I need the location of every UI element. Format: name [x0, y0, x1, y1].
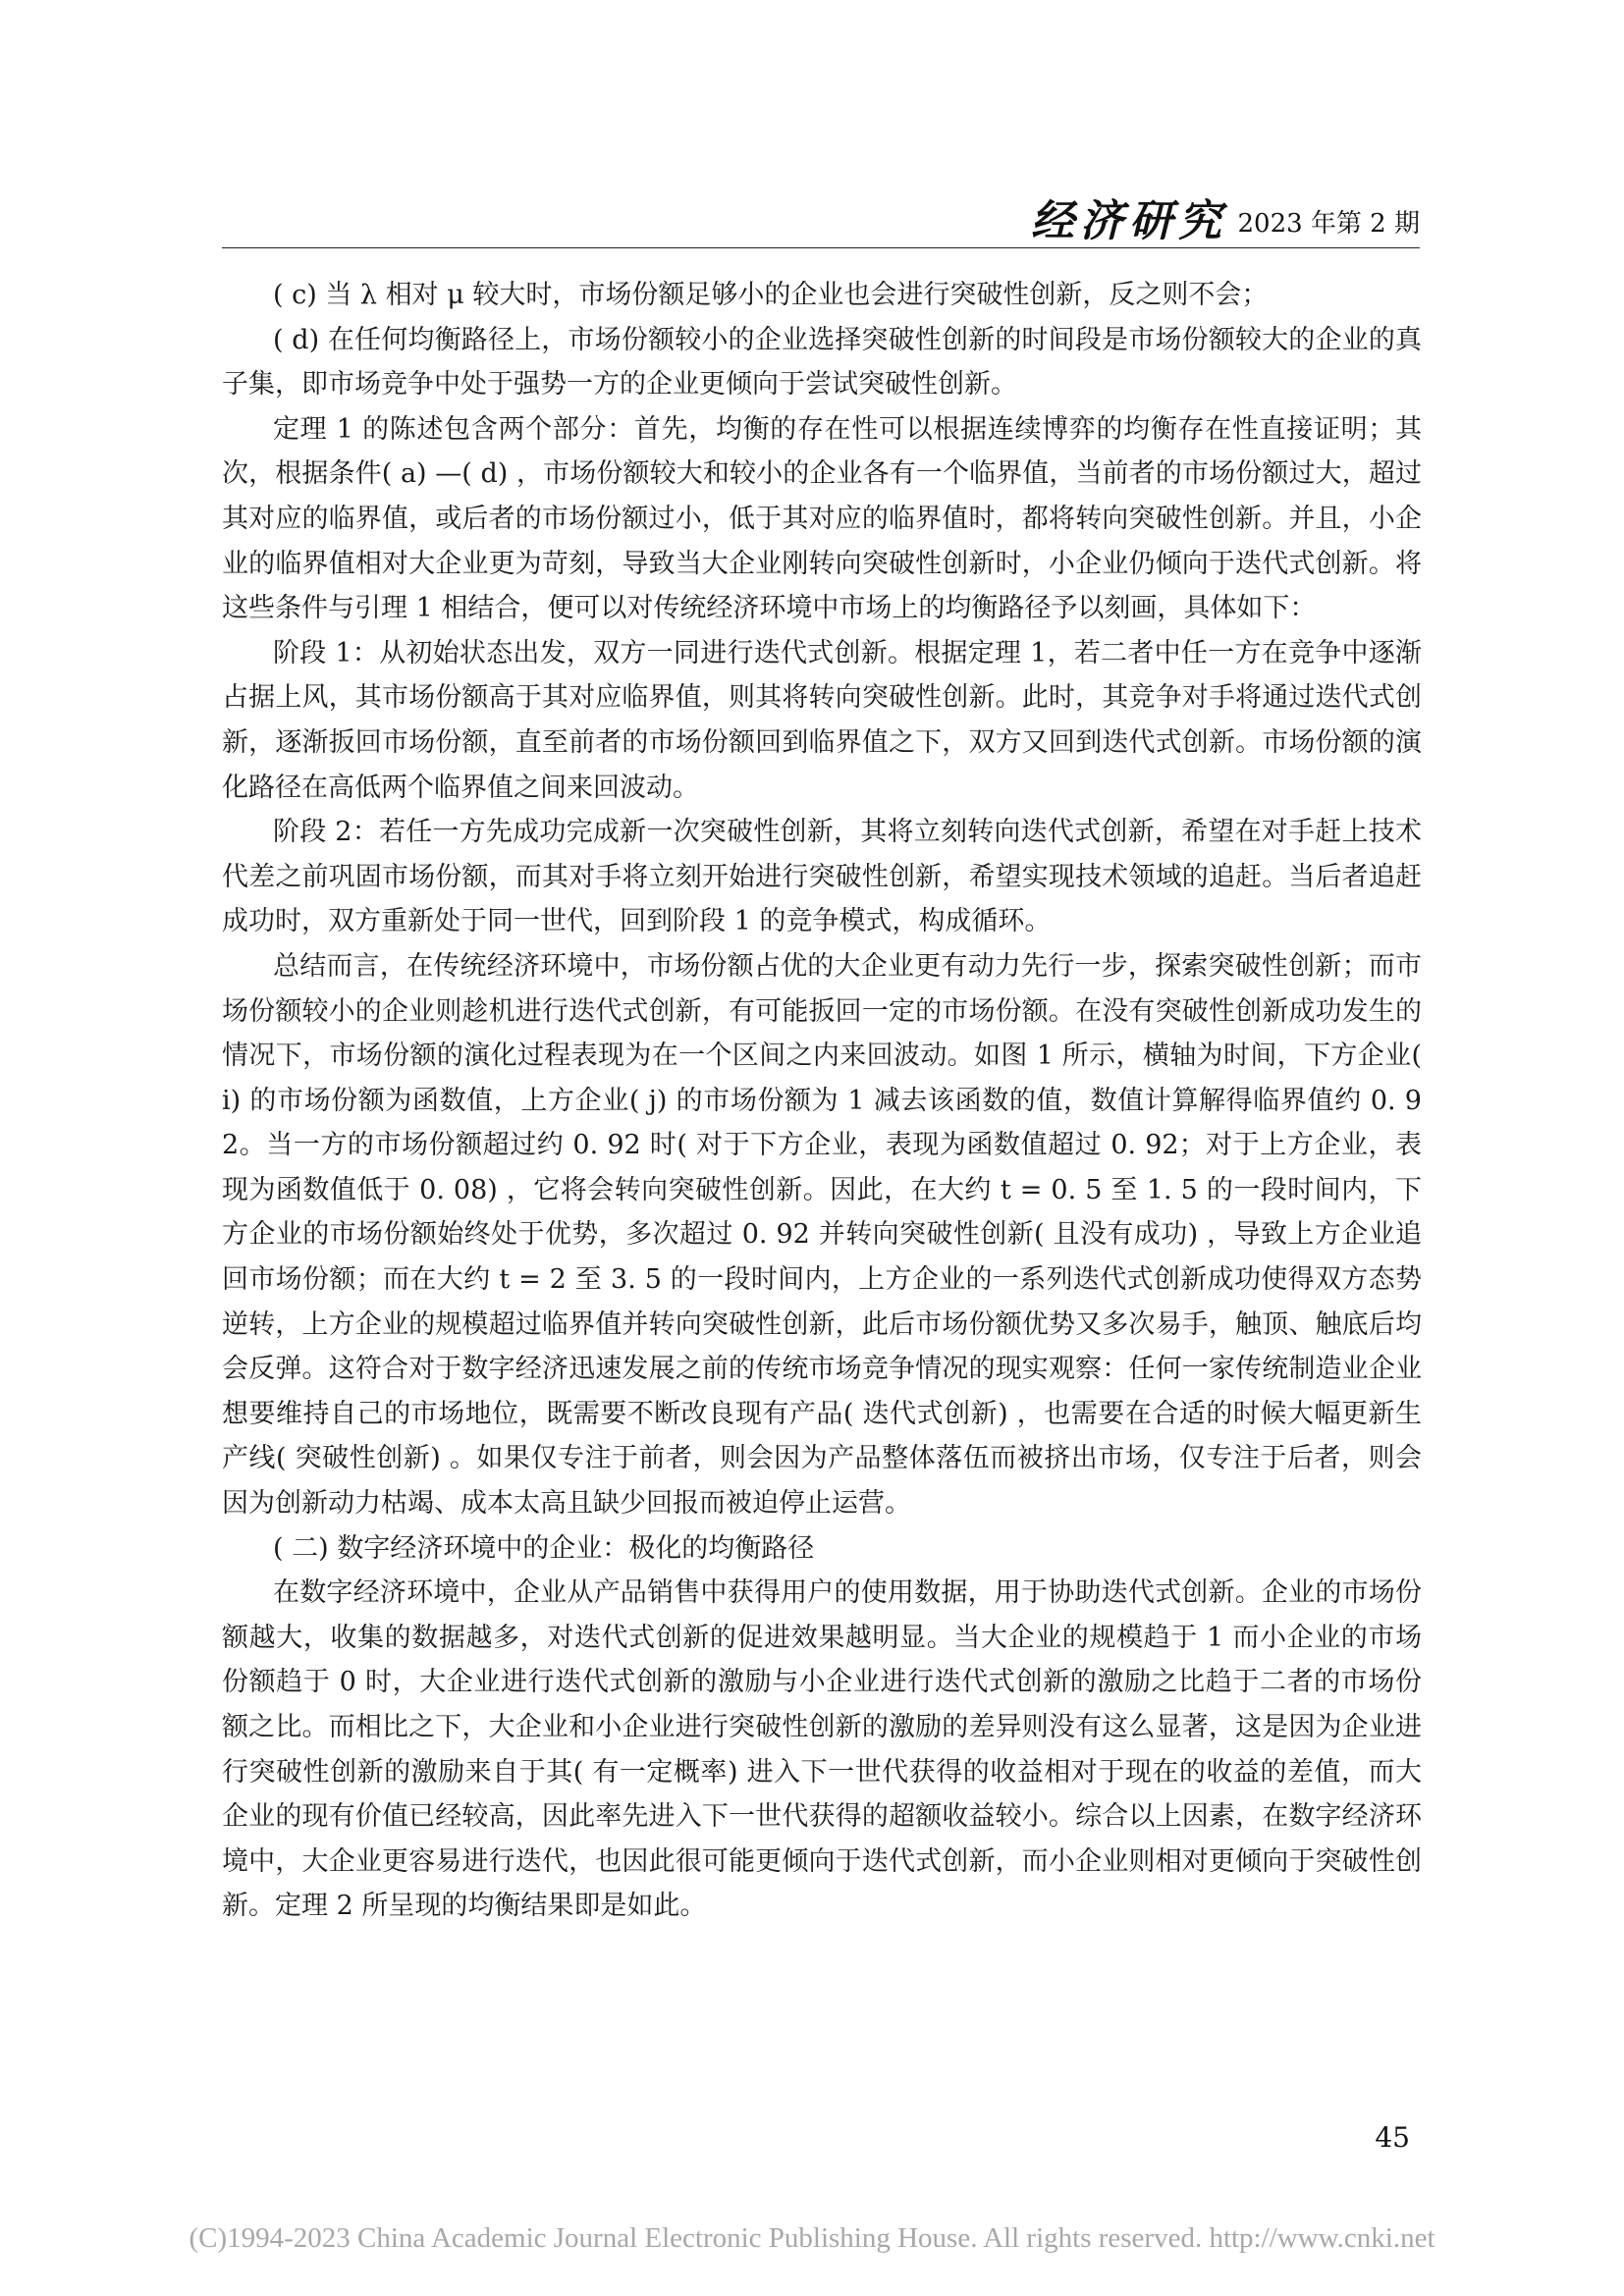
page-number: 45: [1375, 2121, 1410, 2154]
paragraph-theorem-1: 定理 1 的陈述包含两个部分：首先，均衡的存在性可以根据连续博弈的均衡存在性直接证明；其次，根据条件( a) —( d) ，市场份额较大和较小的企业各有一个临界值，当前者的市场份额过大，超过其对应的临界值，或后者的市场份额过小，低于其对应的临界值时，都将转向突破性创新。并且，小企业的临界值相对大企业更为苛刻，导致当大企业刚转向突破性创新时，小企业仍倾向于迭代式创新。将这些条件与引理 1 相结合，便可以对传统经济环境中市场上的均衡路径予以刻画，具体如下：: [222, 413, 1422, 624]
paragraph-digital-economy: 在数字经济环境中，企业从产品销售中获得用户的使用数据，用于协助迭代式创新。企业的市场份额越大，收集的数据越多，对迭代式创新的促进效果越明显。当大企业的规模趋于 1 而小企业的市场份额趋于 0 时，大企业进行迭代式创新的激励与小企业进行迭代式创新的激励之比趋于二者的市场份额之比。而相比之下，大企业和小企业进行突破性创新的激励的差异则没有这么显著，这是因为企业进行突破性创新的激励来自于其( 有一定概率) 进入下一世代获得的收益相对于现在的收益的差值，而大企业的现有价值已经较高，因此率先进入下一世代获得的超额收益较小。综合以上因素，在数字经济环境中，大企业更容易进行迭代，也因此很可能更倾向于迭代式创新，而小企业则相对更倾向于突破性创新。定理 2 所呈现的均衡结果即是如此。: [222, 1577, 1422, 1922]
copyright-footer: (C)1994-2023 China Academic Journal Electronic Publishing House. All rights reserved. http://www.cnki.net: [189, 2222, 1435, 2254]
journal-issue: 2023 年第 2 期: [1237, 209, 1420, 239]
section-heading: ( 二) 数字经济环境中的企业：极化的均衡路径: [273, 1532, 815, 1564]
paragraph-condition-d: ( d) 在任何均衡路径上，市场份额较小的企业选择突破性创新的时间段是市场份额较大的企业的真子集，即市场竞争中处于强势一方的企业更倾向于尝试突破性创新。: [222, 324, 1422, 400]
article-body: [222, 273, 1422, 1929]
paragraph-condition-c: ( c) 当 λ 相对 μ 较大时，市场份额足够小的企业也会进行突破性创新，反之则不会；: [273, 280, 1269, 310]
paragraph-stage-2: 阶段 2：若任一方先成功完成新一次突破性创新，其将立刻转向迭代式创新，希望在对手赶上技术代差之前巩固市场份额，而其对手将立刻开始进行突破性创新，希望实现技术领域的追赶。当后者追赶成功时，双方重新处于同一世代，回到阶段 1 的竞争模式，构成循环。: [222, 817, 1422, 937]
running-header: [222, 196, 1420, 248]
journal-logo: 经济研究: [1031, 196, 1227, 246]
paragraph-summary: 总结而言，在传统经济环境中，市场份额占优的大企业更有动力先行一步，探索突破性创新；而市场份额较小的企业则趁机进行迭代式创新，有可能扳回一定的市场份额。在没有突破性创新成功发生的情况下，市场份额的演化过程表现为在一个区间之内来回波动。如图 1 所示，横轴为时间，下方企业( i) 的市场份额为函数值，上方企业( j) 的市场份额为 1 减去该函数的值，数值计算解得临界值约 0. 92。当一方的市场份额超过约 0. 92 时( 对于下方企业，表现为函数值超过 0. 92；对于上方企业，表现为函数值低于 0. 08) ，它将会转向突破性创新。因此，在大约 t = 0. 5 至 1. 5 的一段时间内，下方企业的市场份额始终处于优势，多次超过 0. 92 并转向突破性创新( 且没有成功) ，导致上方企业追回市场份额；而在大约 t = 2 至 3. 5 的一段时间内，上方企业的一系列迭代式创新成功使得双方态势逆转，上方企业的规模超过临界值并转向突破性创新，此后市场份额优势又多次易手，触顶、触底后均会反弹。这符合对于数字经济迅速发展之前的传统市场竞争情况的现实观察：任何一家传统制造业企业想要维持自己的市场地位，既需要不断改良现有产品( 迭代式创新) ，也需要在合适的时候大幅更新生产线( 突破性创新) 。如果仅专注于前者，则会因为产品整体落伍而被挤出市场，仅专注于后者，则会因为创新动力枯竭、成本太高且缺少回报而被迫停止运营。: [222, 950, 1422, 1520]
paragraph-stage-1: 阶段 1：从初始状态出发，双方一同进行迭代式创新。根据定理 1，若二者中任一方在竞争中逐渐占据上风，其市场份额高于其对应临界值，则其将转向突破性创新。此时，其竞争对手将通过迭代式创新，逐渐扳回市场份额，直至前者的市场份额回到临界值之下，双方又回到迭代式创新。市场份额的演化路径在高低两个临界值之间来回波动。: [222, 637, 1422, 803]
